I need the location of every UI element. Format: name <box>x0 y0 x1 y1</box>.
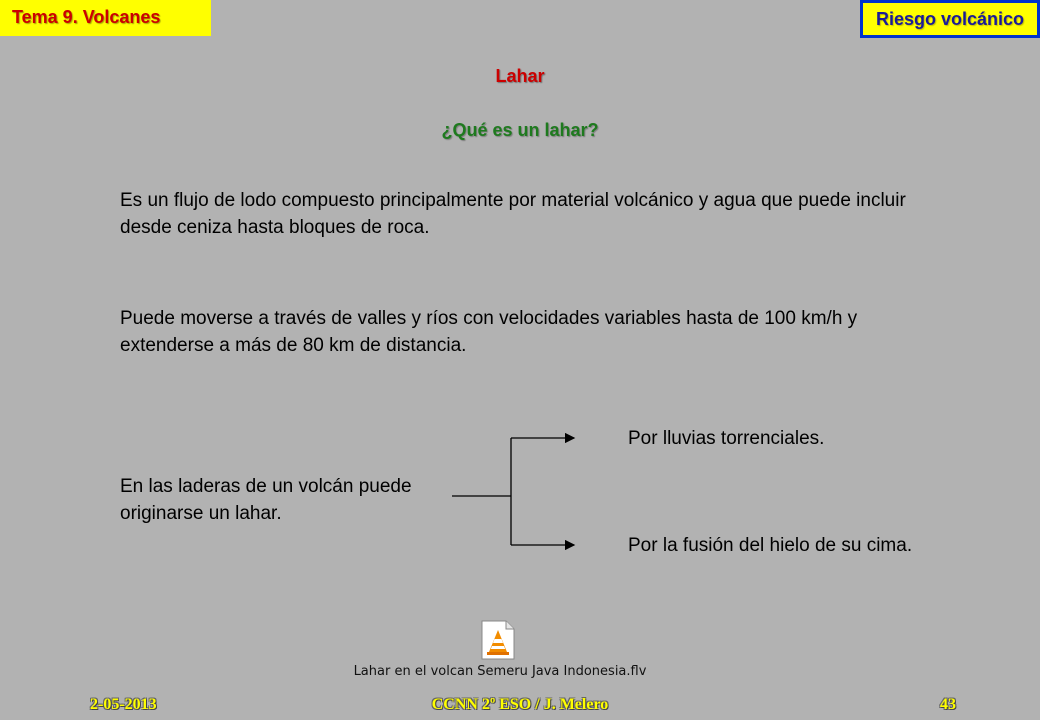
movement-paragraph: Puede moverse a través de valles y ríos con velocidades variables hasta de 100 km/h y extenderse a más de 80 km de distancia. <box>120 308 858 356</box>
topic-label: Tema 9. Volcanes <box>0 0 211 36</box>
footer-course: CCNN 2º ESO / J. Melero <box>431 696 609 713</box>
section-label: Riesgo volcánico <box>860 0 1040 38</box>
origin-text: En las laderas de un volcán puede originarse un lahar. <box>120 476 412 524</box>
slide-subtitle: ¿Qué es un lahar? <box>441 120 599 140</box>
definition-paragraph: Es un flujo de lodo compuesto principalmente por material volcánico y agua que puede incluir desde ceniza hasta bloques de roca. <box>120 190 906 238</box>
footer-date: 2-05-2013 <box>90 696 157 713</box>
vlc-cone-file-icon[interactable] <box>480 620 516 660</box>
slide-title: Lahar <box>495 66 545 86</box>
video-file-link[interactable] <box>330 620 670 682</box>
option-ice-melt: Por la fusión del hielo de su cima. <box>628 535 913 556</box>
video-filename[interactable]: Lahar en el volcan Semeru Java Indonesia.flv <box>353 664 647 679</box>
footer-page-number: 43 <box>940 696 956 713</box>
option-heavy-rain: Por lluvias torrenciales. <box>628 428 825 449</box>
